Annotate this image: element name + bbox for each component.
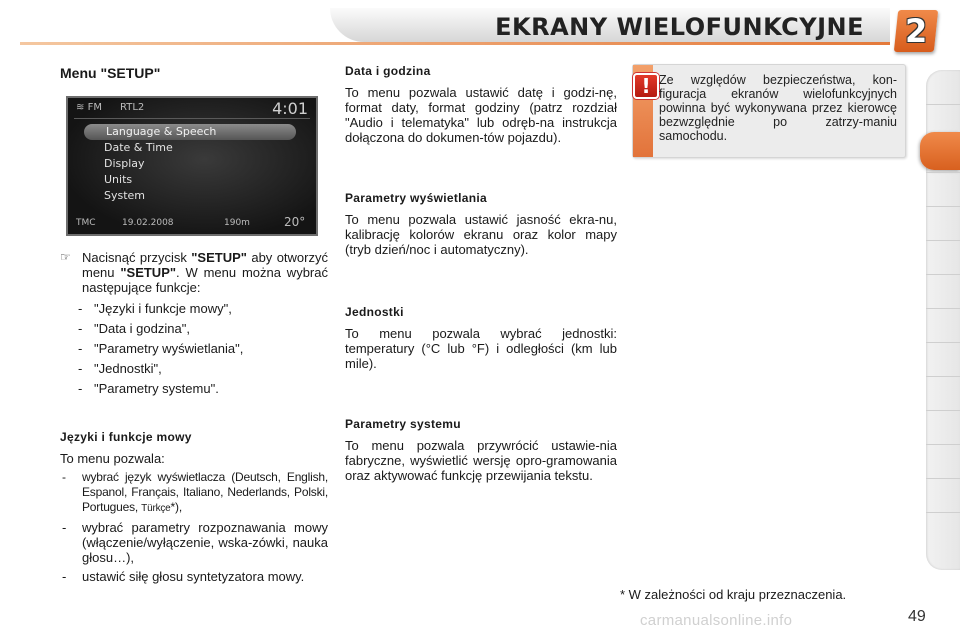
screen-menu-item-date-time: Date & Time [104, 141, 173, 154]
chapter-tab-8[interactable] [926, 342, 960, 377]
chapter-badge [894, 10, 938, 52]
list-item: - "Parametry wyświetlania", [78, 341, 328, 356]
chapter-tab-7[interactable] [926, 308, 960, 343]
list-item: - "Języki i funkcje mowy", [78, 301, 328, 316]
left-column [60, 60, 328, 81]
date-time-text: To menu pozwala ustawić datę i godzi-nę, format daty, format godziny (patrz rozdział "Audio i telematyka" lub odręb-na instrukcja dołączona do dokumen-tów pojazdu). [345, 85, 617, 145]
chapter-tab-13[interactable] [926, 512, 960, 547]
languages-options-list [60, 470, 328, 584]
page-header [0, 0, 960, 52]
screen-menu-item-system: System [104, 189, 146, 202]
units-text: To menu pozwala wybrać jednostki: temperatury (°C lub °F) i odległości (km lub mile). [345, 326, 617, 371]
radio-wave-icon: ≋ [76, 102, 85, 113]
list-item: - "Parametry systemu". [78, 381, 328, 396]
display-settings-text: To menu pozwala ustawić jasność ekra-nu, kalibrację kolorów ekranu oraz kolor mapy (tryb dzień/noc i automatyczny). [345, 212, 617, 257]
header-rule [20, 42, 890, 45]
menu-setup-heading: Menu "SETUP" [60, 65, 161, 81]
screen-temperature: 20° [284, 215, 306, 229]
chapter-tab-4[interactable] [926, 206, 960, 241]
languages-heading: Języki i funkcje mowy [60, 430, 192, 444]
screen-altitude: 190m [224, 218, 250, 228]
screen-source: ≋ FM [76, 102, 102, 113]
warning-text: Ze względów bezpieczeństwa, kon-figuracja ekranów wielofunkcyjnych powinna być wykonywana przez kierowcę bezwzględnie po zatrzy-maniu samochodu. [659, 73, 897, 143]
screen-menu-item-units: Units [104, 173, 133, 186]
chapter-tab-3[interactable] [926, 172, 960, 207]
warning-exclamation-icon: ! [633, 73, 659, 99]
date-time-heading: Data i godzina [345, 64, 431, 78]
screen-setup-menu [84, 124, 296, 204]
safety-warning-box [632, 64, 906, 158]
chapter-number: 2 [904, 12, 928, 50]
chapter-tab-6[interactable] [926, 274, 960, 309]
page-title: EKRANY WIELOFUNKCYJNE [495, 13, 864, 41]
units-heading: Jednostki [345, 305, 404, 319]
watermark: carmanualsonline.info [640, 612, 793, 629]
screen-station: RTL2 [120, 102, 145, 113]
screen-date: 19.02.2008 [122, 218, 174, 228]
setup-functions-list [60, 301, 328, 396]
left-column-body [60, 230, 328, 588]
screen-menu-item-language: Language & Speech [84, 124, 296, 140]
chapter-tab-9[interactable] [926, 376, 960, 411]
list-item: - "Data i godzina", [78, 321, 328, 336]
screen-divider [74, 118, 310, 119]
list-item: - "Jednostki", [78, 361, 328, 376]
system-settings-heading: Parametry systemu [345, 417, 461, 431]
press-setup-instruction [60, 250, 328, 295]
chapter-tab-10[interactable] [926, 410, 960, 445]
screen-tmc: TMC [76, 218, 96, 228]
screen-menu-item-display: Display [104, 157, 145, 170]
setup-display-screenshot [66, 96, 318, 236]
middle-column [345, 60, 617, 483]
display-settings-heading: Parametry wyświetlania [345, 191, 488, 205]
page-number: 49 [908, 608, 926, 625]
system-settings-text: To menu pozwala przywrócić ustawie-nia fabryczne, wyświetlić wersję opro-gramowania oraz aktywować funkcję przewijania tekstu. [345, 438, 617, 483]
chapter-tab-12[interactable] [926, 478, 960, 513]
list-item: - ustawić siłę głosu syntetyzatora mowy. [60, 569, 328, 584]
screen-clock: 4:01 [272, 99, 308, 118]
languages-intro: To menu pozwala: [60, 451, 165, 466]
list-item: - wybrać język wyświetlacza (Deutsch, English, Espanol, Français, Italiano, Nederlands, Polski, Portugues, Türkçe*), [60, 470, 328, 516]
footnote: * W zależności od kraju przeznaczenia. [620, 587, 847, 602]
press-setup-text: Nacisnąć przycisk "SETUP" aby otworzyć menu "SETUP". W menu można wybrać następujące funkcje: [82, 250, 328, 295]
list-item: - wybrać parametry rozpoznawania mowy (włączenie/wyłączenie, wska-zówki, nauka głosu…), [60, 520, 328, 565]
chapter-tab-11[interactable] [926, 444, 960, 479]
pointing-hand-icon: ☞ [60, 250, 71, 264]
chapter-tabs-rail [926, 70, 960, 570]
chapter-tab-5[interactable] [926, 240, 960, 275]
chapter-tab-2-active[interactable] [920, 132, 960, 170]
